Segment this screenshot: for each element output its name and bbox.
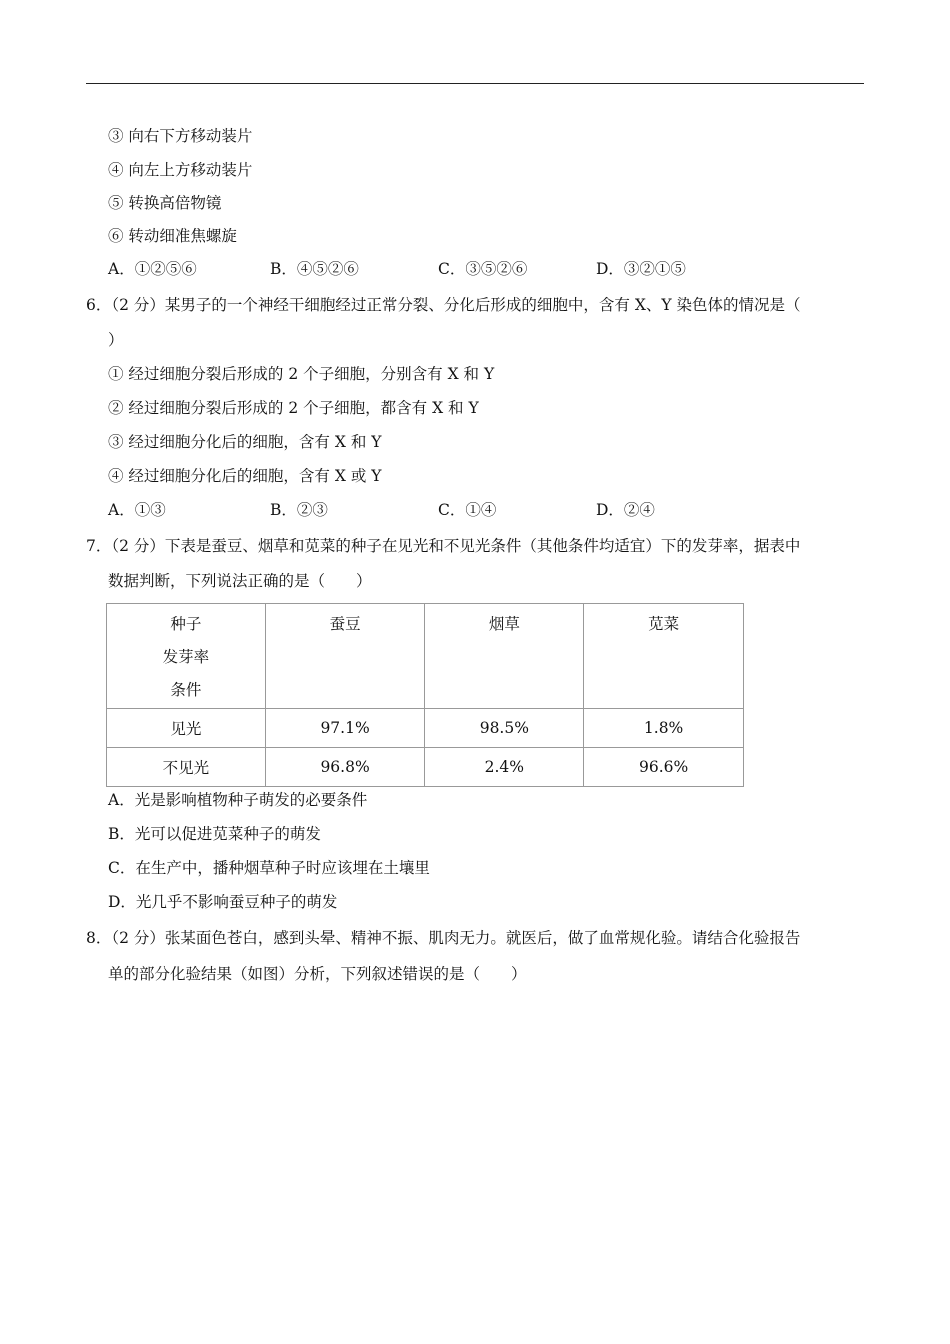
table-header-row xyxy=(107,604,744,709)
q6-item-2: ② 经过细胞分裂后形成的 2 个子细胞，都含有 X 和 Y xyxy=(108,399,479,417)
cell-dark-tobacco: 2.4% xyxy=(425,748,584,787)
q6-option-b[interactable]: B．②③ xyxy=(270,501,328,519)
q5-option-c[interactable]: C．③⑤②⑥ xyxy=(438,260,528,278)
cell-light-broad-bean: 97.1% xyxy=(265,709,425,748)
row-label-dark: 不见光 xyxy=(107,748,266,787)
corner-label-seed: 种子 xyxy=(170,615,202,633)
header-broad-bean: 蚕豆 xyxy=(265,604,425,709)
q5-option-d[interactable]: D．③②①⑤ xyxy=(596,260,686,278)
q6-option-d[interactable]: D．②④ xyxy=(596,501,655,519)
q7-option-a[interactable]: A．光是影响植物种子萌发的必要条件 xyxy=(108,791,368,809)
q7-option-b[interactable]: B．光可以促进苋菜种子的萌发 xyxy=(108,825,321,843)
q7-stem-cont: 数据判断，下列说法正确的是（ ） xyxy=(108,572,372,590)
q5-option-b[interactable]: B．④⑤②⑥ xyxy=(270,260,359,278)
q6-stem: 6．（2 分）某男子的一个神经干细胞经过正常分裂、分化后形成的细胞中，含有 X、Y 染色体的情况是（ xyxy=(86,296,801,314)
table-corner-cell xyxy=(107,604,266,709)
q6-option-a[interactable]: A．①③ xyxy=(108,501,166,519)
germination-table xyxy=(106,603,744,787)
q5-step-6: ⑥ 转动细准焦螺旋 xyxy=(108,227,237,245)
row-label-light: 见光 xyxy=(107,709,266,748)
cell-light-amaranth: 1.8% xyxy=(584,709,744,748)
q8-stem: 8．（2 分）张某面色苍白，感到头晕、精神不振、肌肉无力。就医后，做了血常规化验。请结合化验报告 xyxy=(86,929,801,947)
q5-step-5: ⑤ 转换高倍物镜 xyxy=(108,194,222,212)
cell-light-tobacco: 98.5% xyxy=(425,709,584,748)
corner-label-condition: 条件 xyxy=(170,681,202,699)
q6-item-1: ① 经过细胞分裂后形成的 2 个子细胞，分别含有 X 和 Y xyxy=(108,365,495,383)
q5-step-3: ③ 向右下方移动装片 xyxy=(108,127,253,145)
q8-stem-cont: 单的部分化验结果（如图）分析，下列叙述错误的是（ ） xyxy=(108,965,527,983)
q5-step-4: ④ 向左上方移动装片 xyxy=(108,161,253,179)
q7-option-c[interactable]: C．在生产中，播种烟草种子时应该埋在土壤里 xyxy=(108,859,430,877)
q7-stem: 7．（2 分）下表是蚕豆、烟草和苋菜的种子在见光和不见光条件（其他条件均适宜）下的发芽率，据表中 xyxy=(86,537,801,555)
q7-option-d[interactable]: D．光几乎不影响蚕豆种子的萌发 xyxy=(108,893,338,911)
header-rule xyxy=(86,83,864,84)
header-tobacco: 烟草 xyxy=(425,604,584,709)
q6-stem-cont: ） xyxy=(108,331,124,349)
q6-item-4: ④ 经过细胞分化后的细胞，含有 X 或 Y xyxy=(108,467,382,485)
cell-dark-broad-bean: 96.8% xyxy=(265,748,425,787)
q6-item-3: ③ 经过细胞分化后的细胞，含有 X 和 Y xyxy=(108,433,382,451)
q5-option-a[interactable]: A．①②⑤⑥ xyxy=(108,260,197,278)
corner-label-rate: 发芽率 xyxy=(162,648,210,666)
table-row xyxy=(107,748,744,787)
cell-dark-amaranth: 96.6% xyxy=(584,748,744,787)
table-row xyxy=(107,709,744,748)
header-amaranth: 苋菜 xyxy=(584,604,744,709)
q6-option-c[interactable]: C．①④ xyxy=(438,501,497,519)
